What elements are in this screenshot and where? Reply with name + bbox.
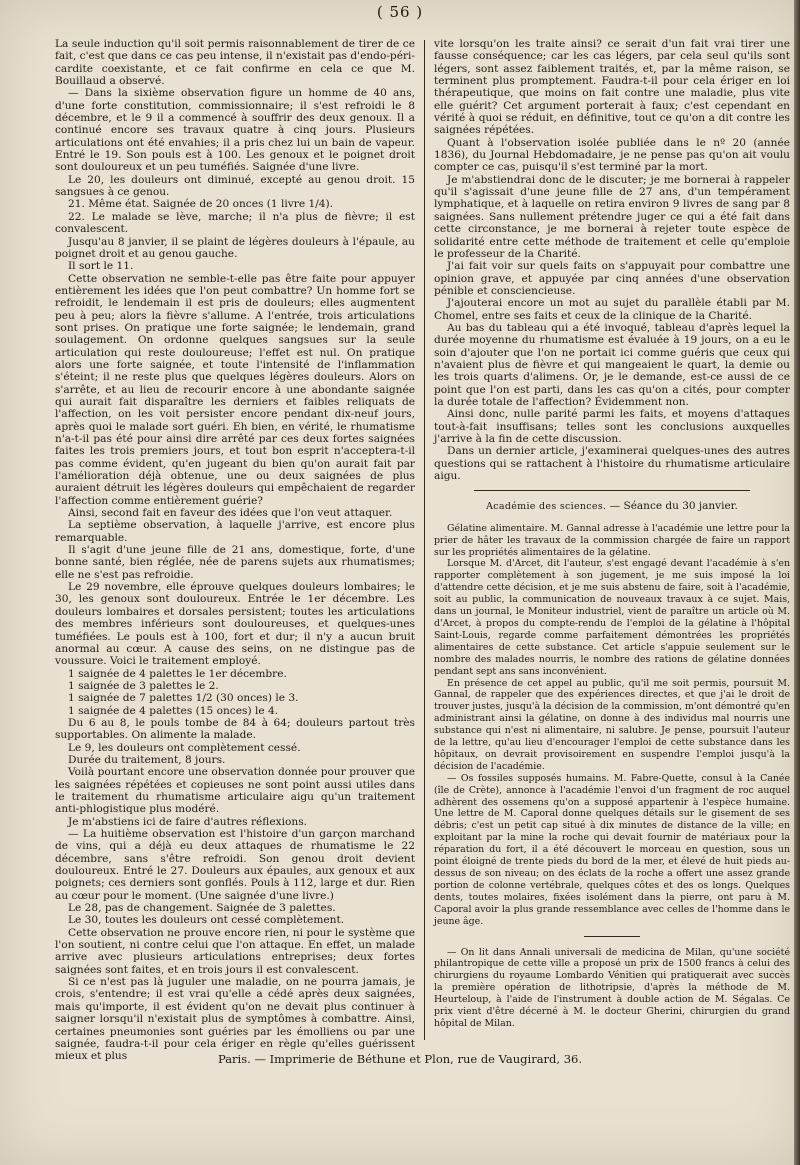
paragraph: La septième observation, à laquelle j'arrive, est encore plus remarquable.: [55, 519, 415, 544]
paragraph: — Dans la sixième observation figure un homme de 40 ans, d'une forte constitution, commissionnaire; il s'est refroidi le 8 décembre, et le 9 il a commencé à souffrir des deux genoux. Il a continué encore ses travaux quatre à cinq jours. Plusieurs articulations ont été envahies; il a pris chez lui un bain de vapeur. Entré le 19. Son pouls est à 100. Les genoux et le poignet droit sont douloureux et un peu tuméfiés. Saignée d'une livre.: [55, 87, 415, 174]
paragraph: Le 29 novembre, elle éprouve quelques douleurs lombaires; le 30, les genoux sont douloureux. Entrée le 1er décembre. Les douleurs lombaires et dorsales persistent; toutes les articulations des membres inférieurs sont douloureuses, et quelques-unes tuméfiées. Le pouls est à 100, fort et dur; il n'y a aucun bruit anormal au cœur. A cause des seins, on ne distingue pas de voussure. Voici le traitement employé.: [55, 581, 415, 668]
section-heading-date: — Séance du 30 janvier.: [606, 500, 738, 513]
paragraph: J'ai fait voir sur quels faits on s'appuyait pour combattre une opinion grave, et appuyée par cinq années d'une observation pénible et consciencieuse.: [434, 260, 790, 297]
paragraph: Durée du traitement, 8 jours.: [68, 753, 226, 766]
treatment-line: 1 saignée de 4 palettes le 1er décembre.: [68, 667, 287, 680]
paragraph: Quant à l'observation isolée publiée dans le nº 20 (année 1836), du Journal Hebdomadaire, je ne pense pas qu'on ait voulu compter ce cas, puisqu'il s'est terminé par la mort.: [434, 136, 790, 174]
paragraph: Gélatine alimentaire. M. Gannal adresse à l'académie une lettre pour la prier de hâter les travaux de la commission chargée de faire un rapport sur les propriétés alimentaires de la gélatine.: [434, 522, 790, 558]
paragraph: — Os fossiles supposés humains. M. Fabre-Quette, consul à la Canée (île de Crète), annonce à l'académie l'envoi d'un fragment de roc auquel adhèrent des ossemens qu'on a supposé appartenir à l'espèce humaine. Une lettre de M. Caporal donne quelques détails sur le gisement de ses débris; c'est un petit cap situé à dix minutes de distance de la ville; en exploitant par la mine la roche qui devait fournir de matériaux pour la réparation du fort, il a été découvert le morceau en question, sous un point éloigné de trente pieds du bord de la mer, et élevé de huit pieds au-dessus de son niveau; on des éclats de la roche a offert une assez grande portion de colonne vertébrale, quelques côtes et des os longs. Quelques dents, toutes molaires, fixées isolément dans la pierre, ont paru à M. Caporal avoir la plus grande ressemblance avec celles de l'homme dans le jeune âge.: [434, 772, 790, 927]
page-number: ( 56 ): [376, 3, 424, 21]
paragraph: Il s'agit d'une jeune fille de 21 ans, domestique, forte, d'une bonne santé, bien réglée, née de parens sujets aux rhumatismes; elle ne s'est pas refroidie.: [55, 544, 415, 581]
printer-imprint: Paris. — Imprimerie de Béthune et Plon, rue de Vaugirard, 36.: [217, 1052, 583, 1066]
treatment-line: 1 saignée de 4 palettes (15 onces) le 4.: [68, 704, 279, 717]
section-heading-name: Académie des sciences.: [486, 501, 607, 513]
paragraph: Le 9, les douleurs ont complètement cessé.: [68, 741, 301, 754]
paragraph: Voilà pourtant encore une observation donnée pour prouver que les saignées répétées et copieuses ne sont point aussi utiles dans le traitement du rhumatisme articulaire aigu qu'un traitement anti-phlogistique plus modéré.: [55, 766, 415, 816]
short-divider: [584, 936, 640, 937]
paragraph: Il sort le 11.: [68, 260, 134, 273]
paragraph: Cette observation ne semble-t-elle pas être faite pour appuyer entièrement les idées que l'on peut combattre? Un homme fort se refroidit, le lendemain il est pris de douleurs; elles augmentent peu à peu; alors la fièvre s'allume. A l'entrée, trois articulations sont prises. On pratique une forte saignée; le lendemain, grand soulagement. On ordonne quelques sangsues sur la seule articulation qui reste douloureuse; l'effet est nul. On pratique alors une forte saignée, et toute l'intensité de l'inflammation s'éteint; il ne reste plus que quelques légères douleurs. Alors on s'arrête, et au lieu de recourir encore à une abondante saignée qui aurait fait disparaître les derniers et faibles reliquats de l'affection, on les voit persister encore pendant dix-neuf jours, après quoi le malade sort guéri. Eh bien, en vérité, le rhumatisme n'a-t-il pas été pour ainsi dire arrêté par ces deux fortes saignées faites les trois premiers jours, et tout bon esprit n'acceptera-t-il pas comme évident, qu'en jugeant du bien qu'on aurait fait par l'amélioration déjà obtenue, une ou deux saignées de plus auraient détruit les légères douleurs qui empêchaient de regarder l'affection comme entièrement guérie?: [55, 272, 415, 507]
treatment-line: 1 saignée de 7 palettes 1/2 (30 onces) le 3.: [68, 692, 299, 705]
paragraph: 21. Même état. Saignée de 20 onces (1 livre 1/4).: [68, 198, 334, 211]
paragraph: Le 28, pas de changement. Saignée de 3 palettes.: [68, 902, 336, 915]
column-divider: [424, 40, 425, 1040]
paragraph: 22. Le malade se lève, marche; il n'a plus de fièvre; il est convalescent.: [55, 210, 415, 236]
paragraph: Dans un dernier article, j'examinerai quelques-unes des autres questions qui se rattachent à l'histoire du rhumatisme articulaire aigu.: [434, 445, 790, 483]
treatment-line: 1 saignée de 3 palettes le 2.: [68, 679, 219, 692]
paragraph: — On lit dans Annali universali de medicina de Milan, qu'une société philantropique de cette ville a proposé un prix de 1500 francs à celui des chirurgiens du royaume Lombardo Vénitien qui pratiquerait avec succès la première opération de lithotripsie, d'après la méthode de M. Heurteloup, à l'aide de l'instrument à double action de M. Ségalas. Ce prix vient d'être décerné à M. le docteur Gherini, chirurgien du grand hôpital de Milan.: [434, 946, 790, 1029]
paragraph: — La huitième observation est l'histoire d'un garçon marchand de vins, qui a déjà eu deux attaques de rhumatisme le 22 décembre, sans s'être refroidi. Son genou droit devient douloureux. Entré le 27. Douleurs aux épaules, aux genoux et aux poignets; ces derniers sont gonflés. Pouls à 112, large et dur. Rien au cœur pour le moment. (Une saignée d'une livre.): [55, 828, 415, 902]
paragraph: Le 30, toutes les douleurs ont cessé complètement.: [68, 914, 345, 927]
paragraph: Jusqu'au 8 janvier, il se plaint de légères douleurs à l'épaule, au poignet droit et au genou gauche.: [55, 235, 415, 260]
paragraph: La seule induction qu'il soit permis raisonnablement de tirer de ce fait, c'est que dans ce cas peu intense, il n'existait pas d'endo-péri-cardite coexistante, et ce fait confirme en cela ce que M. Bouillaud a observé.: [55, 38, 415, 88]
paragraph: Ainsi, second fait en faveur des idées que l'on veut attaquer.: [68, 507, 393, 520]
paragraph: vite lorsqu'on les traite ainsi? ce serait d'un fait vrai tirer une fausse conséquence; car les cas légers, par cela seul qu'ils sont légers, sont assez faiblement traités, et, par la même raison, se terminent plus promptement. Faudra-t-il pour cela ériger en loi thérapeutique, que moins on fait contre une maladie, plus vite elle guérit? Cet argument porterait à faux; c'est cependant en vérité à quoi se réduit, en définitive, tout ce qu'on a dit contre les saignées répétées.: [434, 38, 790, 137]
paragraph: Ainsi donc, nulle parité parmi les faits, et moyens d'attaques tout-à-fait insuffisans; telles sont les conclusions auxquelles j'arrive à la fin de cette discussion.: [434, 408, 790, 445]
paragraph: Je m'abstiendrai donc de le discuter; je me bornerai à rappeler qu'il s'agissait d'une jeune fille de 27 ans, d'un tempérament lymphatique, et à laquelle on retira environ 9 livres de sang par 8 saignées. Sans nullement prétendre juger ce qui a été fait dans cette circonstance, je me bornerai à rejeter toute espèce de solidarité entre cette méthode de traitement et celle qu'emploie le professeur de la Charité.: [434, 173, 790, 260]
paragraph: Au bas du tableau qui a été invoqué, tableau d'après lequel la durée moyenne du rhumatisme est évaluée à 19 jours, on a eu le soin d'ajouter que l'on ne portait ici comme guéris que ceux qui n'avaient plus de fièvre et qui mangeaient le quart, la demie ou les trois quarts d'alimens. Or, je le demande, est-ce aussi de ce point que l'on est parti, dans les cas qu'on a cités, pour compter la durée totale de l'affection? Évidemment non.: [434, 321, 790, 408]
academy-report: [434, 523, 790, 1030]
right-column: [434, 38, 790, 1048]
left-column: [55, 38, 415, 1063]
paragraph: Cette observation ne prouve encore rien, ni pour le système que l'on soutient, ni contre celui que l'on attaque. En effet, un malade arrive avec plusieurs articulations entreprises; deux fortes saignées sont faites, et en trois jours il est convalescent.: [55, 926, 415, 976]
paragraph: Si ce n'est pas là juguler une maladie, on ne pourra jamais, je crois, s'entendre; il est vrai qu'elle a cédé après deux saignées, mais qu'importe, il est évident qu'on ne devait plus continuer à saigner lorsqu'il n'existait plus de symptômes à combattre. Ainsi, certaines pneumonies sont guéries par les émolliens ou par une saignée, faudra-t-il pour cela ériger en règle qu'elles guérissent mieux et plus: [55, 976, 415, 1063]
paragraph: Lorsque M. d'Arcet, dit l'auteur, s'est engagé devant l'académie à s'en rapporter complètement à son jugement, je me suis imposé la loi d'attendre cette décision, et je me suis abstenu de faire, soit à l'académie, soit au public, la communication de nouveaux travaux à ce sujet. Mais, dans un journal, le Moniteur industriel, vient de paraître un article où M. d'Arcet, à propos du compte-rendu de l'emploi de la gélatine à l'hôpital Saint-Louis, regarde comme parfaitement démontrées les propriétés alimentaires de cette substance. Cet article s'appuie seulement sur le nombre des malades nourris, le nombre des rations de gélatine données pendant sept ans sans inconvénient.: [434, 558, 790, 677]
section-divider: [474, 490, 750, 491]
page-edge-shadow: [794, 0, 800, 1165]
paragraph: En présence de cet appel au public, qu'il me soit permis, poursuit M. Gannal, de rappeler que des expériences directes, et que j'ai le droit de trouver justes, jusqu'à la décision de la commission, m'ont démontré qu'en administrant ainsi la gélatine, on donne à des individus mal nourris une substance qui n'est ni alimentaire, ni salubre. Je pense, poursuit l'auteur de la lettre, qu'au lieu d'encourager l'emploi de cette substance dans les hôpitaux, on devrait provisoirement en suspendre l'emploi jusqu'à la décision de l'académie.: [434, 677, 790, 772]
paragraph: Du 6 au 8, le pouls tombe de 84 à 64; douleurs partout très supportables. On alimente la malade.: [55, 716, 415, 742]
paragraph: Le 20, les douleurs ont diminué, excepté au genou droit. 15 sangsues à ce genou.: [55, 173, 415, 199]
section-heading: [434, 500, 790, 513]
paragraph: Je m'abstiens ici de faire d'autres réflexions.: [68, 815, 308, 828]
paragraph: J'ajouterai encore un mot au sujet du parallèle établi par M. Chomel, entre ses faits et ceux de la clinique de la Charité.: [434, 297, 790, 322]
